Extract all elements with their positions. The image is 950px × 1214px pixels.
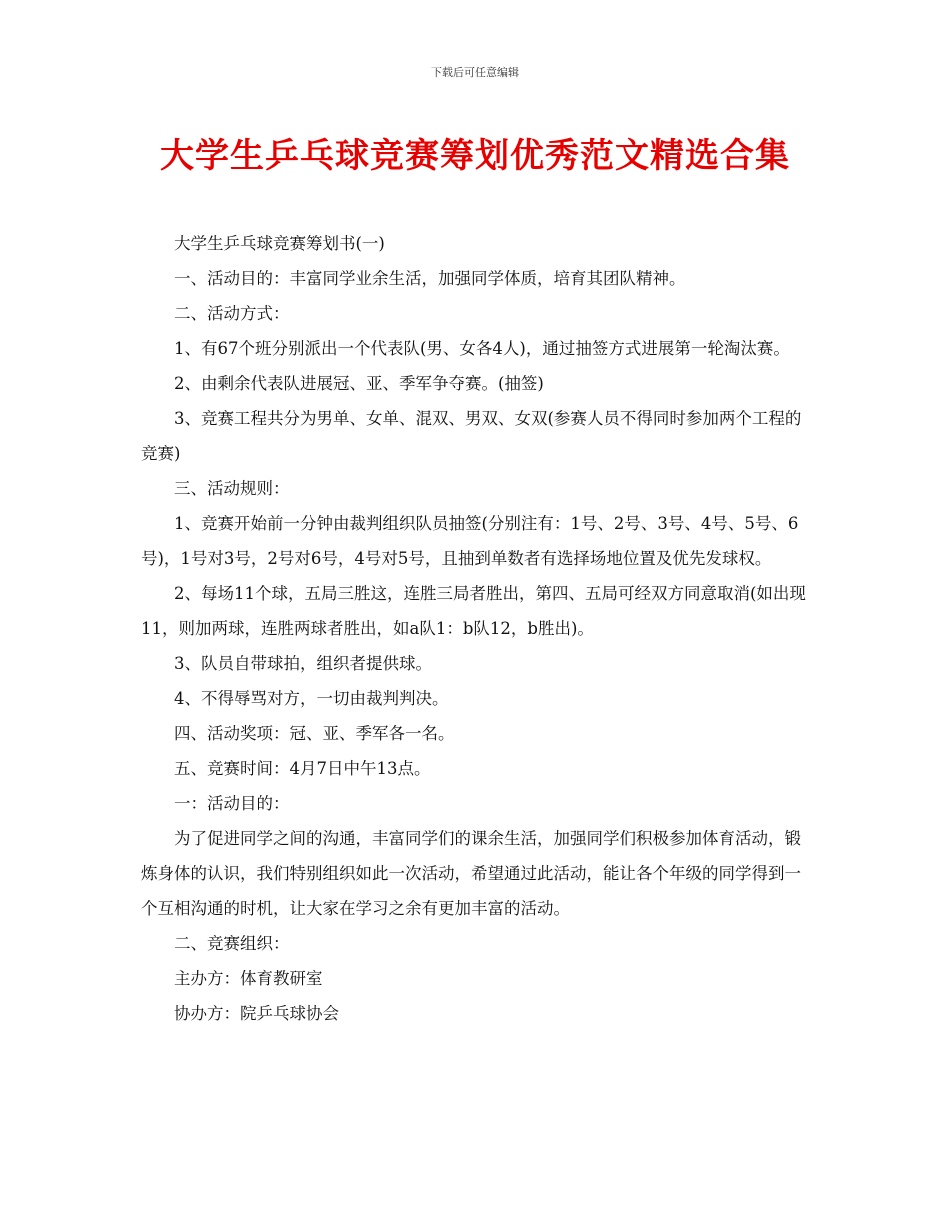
paragraph: 一、活动目的：丰富同学业余生活，加强同学体质，培育其团队精神。 xyxy=(174,269,686,288)
paragraph: 五、竞赛时间：4月7日中午13点。 xyxy=(174,759,431,778)
header-note: 下载后可任意编辑 xyxy=(431,66,519,79)
paragraph: 2、由剩余代表队进展冠、亚、季军争夺赛。(抽签) xyxy=(174,374,544,393)
paragraph: 3、队员自带球拍，组织者提供球。 xyxy=(174,654,432,673)
document-title: 大学生乒乓球竞赛筹划优秀范文精选合集 xyxy=(160,136,790,176)
paragraph: 4、不得辱骂对方，一切由裁判判决。 xyxy=(174,689,449,708)
paragraph: 为了促进同学之间的沟通，丰富同学们的课余生活，加强同学们积极参加体育活动，锻炼身体的认识，我们特别组织如此一次活动，希望通过此活动，能让各个年级的同学得到一个互相沟通的时机，让大家在学习之余有更加丰富的活动。 xyxy=(141,829,801,918)
paragraph: 协办方：院乒乓球协会 xyxy=(174,1004,339,1023)
paragraph: 一：活动目的： xyxy=(174,794,290,813)
paragraph: 3、竞赛工程共分为男单、女单、混双、男双、女双(参赛人员不得同时参加两个工程的竞赛) xyxy=(141,409,802,463)
paragraph: 二、活动方式： xyxy=(174,304,290,323)
document-body xyxy=(141,226,813,1031)
paragraph: 2、每场11个球，五局三胜这，连胜三局者胜出，第四、五局可经双方同意取消(如出现11，则加两球，连胜两球者胜出，如a队1：b队12，b胜出)。 xyxy=(141,584,806,638)
paragraph: 主办方：体育教研室 xyxy=(174,969,323,988)
paragraph: 四、活动奖项：冠、亚、季军各一名。 xyxy=(174,724,455,743)
paragraph: 大学生乒乓球竞赛筹划书(一) xyxy=(174,234,385,253)
paragraph: 1、竞赛开始前一分钟由裁判组织队员抽签(分别注有：1号、2号、3号、4号、5号、6号)，1号对3号，2号对6号，4号对5号，且抽到单数者有选择场地位置及优先发球权。 xyxy=(141,514,799,568)
paragraph: 1、有67个班分别派出一个代表队(男、女各4人)，通过抽签方式进展第一轮淘汰赛。 xyxy=(174,339,790,358)
paragraph: 二、竞赛组织： xyxy=(174,934,290,953)
paragraph: 三、活动规则： xyxy=(174,479,290,498)
